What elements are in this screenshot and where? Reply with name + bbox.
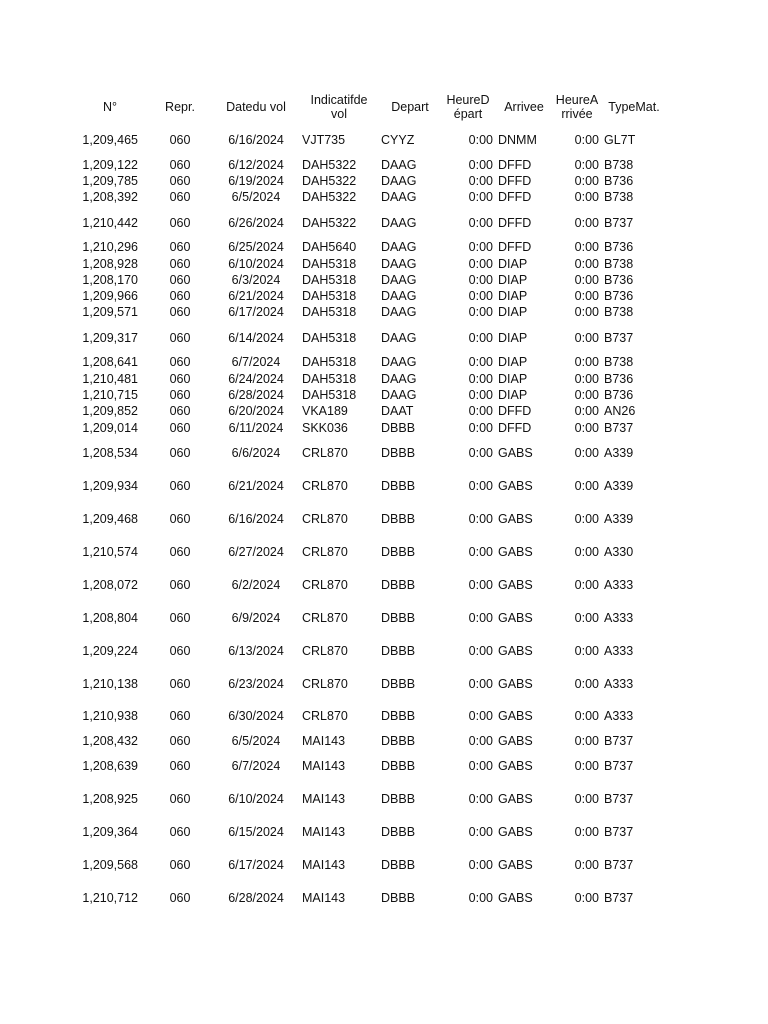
cell-arrivee: DIAP xyxy=(498,257,528,271)
cell-date: 6/11/2024 xyxy=(228,421,284,435)
cell-depart: DBBB xyxy=(381,479,416,493)
cell-num: 1,210,296 xyxy=(82,240,138,254)
cell-arrivee: GABS xyxy=(498,759,533,773)
cell-date: 6/2/2024 xyxy=(231,578,281,592)
cell-callsign: DAH5322 xyxy=(302,190,357,204)
cell-callsign: CRL870 xyxy=(302,677,348,691)
cell-repr: 060 xyxy=(169,240,191,254)
header-type: TypeMat. xyxy=(608,100,660,114)
cell-depart: DBBB xyxy=(381,858,416,872)
header-repr: Repr. xyxy=(165,100,195,114)
cell-arrivee: DIAP xyxy=(498,355,528,369)
cell-dep-time: 0:00 xyxy=(468,388,493,402)
cell-date: 6/28/2024 xyxy=(228,388,284,402)
header-arrivee: Arrivee xyxy=(504,100,544,114)
cell-date: 6/26/2024 xyxy=(228,216,284,230)
cell-repr: 060 xyxy=(169,421,191,435)
cell-arr-time: 0:00 xyxy=(574,512,599,526)
cell-repr: 060 xyxy=(169,611,191,625)
header-dep-time-line1: HeureD xyxy=(446,93,490,107)
cell-dep-time: 0:00 xyxy=(468,512,493,526)
cell-dep-time: 0:00 xyxy=(468,792,493,806)
cell-callsign: CRL870 xyxy=(302,512,348,526)
cell-depart: DBBB xyxy=(381,734,416,748)
cell-dep-time: 0:00 xyxy=(468,404,493,418)
cell-callsign: CRL870 xyxy=(302,644,348,658)
cell-num: 1,209,852 xyxy=(82,404,138,418)
cell-type: B736 xyxy=(604,240,634,254)
cell-callsign: DAH5318 xyxy=(302,273,357,287)
cell-num: 1,208,639 xyxy=(82,759,138,773)
cell-arrivee: DIAP xyxy=(498,273,528,287)
cell-date: 6/13/2024 xyxy=(228,644,284,658)
cell-date: 6/14/2024 xyxy=(228,331,284,345)
cell-dep-time: 0:00 xyxy=(468,545,493,559)
cell-dep-time: 0:00 xyxy=(468,734,493,748)
cell-repr: 060 xyxy=(169,578,191,592)
cell-dep-time: 0:00 xyxy=(468,216,493,230)
cell-arr-time: 0:00 xyxy=(574,388,599,402)
cell-arrivee: DFFD xyxy=(498,216,532,230)
cell-arr-time: 0:00 xyxy=(574,825,599,839)
cell-date: 6/25/2024 xyxy=(228,240,284,254)
cell-arrivee: DFFD xyxy=(498,404,532,418)
cell-arrivee: DFFD xyxy=(498,190,532,204)
cell-type: B738 xyxy=(604,190,634,204)
cell-arr-time: 0:00 xyxy=(574,240,599,254)
cell-arrivee: GABS xyxy=(498,512,533,526)
cell-repr: 060 xyxy=(169,355,191,369)
cell-arr-time: 0:00 xyxy=(574,174,599,188)
cell-date: 6/24/2024 xyxy=(228,372,284,386)
cell-type: B736 xyxy=(604,174,634,188)
cell-arrivee: DIAP xyxy=(498,388,528,402)
cell-arr-time: 0:00 xyxy=(574,331,599,345)
cell-num: 1,208,170 xyxy=(82,273,138,287)
cell-repr: 060 xyxy=(169,404,191,418)
cell-callsign: DAH5318 xyxy=(302,257,357,271)
cell-date: 6/19/2024 xyxy=(228,174,284,188)
cell-arrivee: GABS xyxy=(498,709,533,723)
cell-date: 6/5/2024 xyxy=(231,734,281,748)
cell-callsign: CRL870 xyxy=(302,611,348,625)
cell-arr-time: 0:00 xyxy=(574,709,599,723)
cell-date: 6/7/2024 xyxy=(231,355,281,369)
cell-depart: DAAG xyxy=(381,240,417,254)
cell-repr: 060 xyxy=(169,545,191,559)
cell-arr-time: 0:00 xyxy=(574,305,599,319)
cell-date: 6/28/2024 xyxy=(228,891,284,905)
cell-type: A339 xyxy=(604,446,634,460)
cell-dep-time: 0:00 xyxy=(468,190,493,204)
header-callsign-line1: Indicatifde xyxy=(310,93,368,107)
cell-dep-time: 0:00 xyxy=(468,257,493,271)
cell-callsign: MAI143 xyxy=(302,734,346,748)
cell-callsign: DAH5322 xyxy=(302,158,357,172)
cell-arr-time: 0:00 xyxy=(574,190,599,204)
cell-type: B736 xyxy=(604,388,634,402)
cell-depart: CYYZ xyxy=(381,133,415,147)
cell-type: B737 xyxy=(604,331,634,345)
cell-repr: 060 xyxy=(169,331,191,345)
cell-dep-time: 0:00 xyxy=(468,825,493,839)
cell-type: B736 xyxy=(604,372,634,386)
cell-callsign: DAH5318 xyxy=(302,388,357,402)
cell-depart: DAAG xyxy=(381,216,417,230)
cell-arrivee: GABS xyxy=(498,858,533,872)
cell-date: 6/16/2024 xyxy=(228,133,284,147)
cell-type: B738 xyxy=(604,305,634,319)
cell-num: 1,210,574 xyxy=(82,545,138,559)
cell-arr-time: 0:00 xyxy=(574,891,599,905)
cell-date: 6/9/2024 xyxy=(231,611,281,625)
cell-arrivee: GABS xyxy=(498,825,533,839)
cell-num: 1,209,014 xyxy=(82,421,138,435)
cell-depart: DBBB xyxy=(381,792,416,806)
cell-num: 1,208,432 xyxy=(82,734,138,748)
cell-arr-time: 0:00 xyxy=(574,734,599,748)
cell-type: B737 xyxy=(604,421,634,435)
cell-repr: 060 xyxy=(169,133,191,147)
cell-num: 1,209,122 xyxy=(82,158,138,172)
cell-arrivee: GABS xyxy=(498,891,533,905)
header-arr-time-line1: HeureA xyxy=(555,93,599,107)
cell-type: B736 xyxy=(604,289,634,303)
cell-date: 6/15/2024 xyxy=(228,825,284,839)
cell-dep-time: 0:00 xyxy=(468,578,493,592)
cell-arr-time: 0:00 xyxy=(574,545,599,559)
cell-dep-time: 0:00 xyxy=(468,372,493,386)
cell-num: 1,210,442 xyxy=(82,216,138,230)
cell-arr-time: 0:00 xyxy=(574,289,599,303)
cell-callsign: SKK036 xyxy=(302,421,348,435)
cell-arr-time: 0:00 xyxy=(574,421,599,435)
cell-dep-time: 0:00 xyxy=(468,355,493,369)
cell-depart: DAAG xyxy=(381,289,417,303)
cell-depart: DAAG xyxy=(381,388,417,402)
cell-arrivee: GABS xyxy=(498,545,533,559)
cell-callsign: MAI143 xyxy=(302,825,346,839)
header-arr-time xyxy=(549,93,605,121)
cell-repr: 060 xyxy=(169,190,191,204)
header-depart: Depart xyxy=(391,100,429,114)
cell-date: 6/30/2024 xyxy=(228,709,284,723)
cell-num: 1,208,072 xyxy=(82,578,138,592)
cell-arrivee: GABS xyxy=(498,446,533,460)
cell-repr: 060 xyxy=(169,858,191,872)
cell-num: 1,209,468 xyxy=(82,512,138,526)
cell-arr-time: 0:00 xyxy=(574,133,599,147)
cell-arr-time: 0:00 xyxy=(574,578,599,592)
cell-arr-time: 0:00 xyxy=(574,858,599,872)
cell-num: 1,208,534 xyxy=(82,446,138,460)
cell-depart: DAAG xyxy=(381,190,417,204)
cell-type: B737 xyxy=(604,759,634,773)
cell-repr: 060 xyxy=(169,446,191,460)
cell-arrivee: DIAP xyxy=(498,289,528,303)
cell-arr-time: 0:00 xyxy=(574,644,599,658)
cell-num: 1,209,785 xyxy=(82,174,138,188)
cell-num: 1,208,925 xyxy=(82,792,138,806)
cell-date: 6/7/2024 xyxy=(231,759,281,773)
cell-dep-time: 0:00 xyxy=(468,273,493,287)
cell-depart: DAAG xyxy=(381,174,417,188)
cell-repr: 060 xyxy=(169,759,191,773)
cell-repr: 060 xyxy=(169,174,191,188)
cell-dep-time: 0:00 xyxy=(468,421,493,435)
cell-arr-time: 0:00 xyxy=(574,677,599,691)
cell-num: 1,208,392 xyxy=(82,190,138,204)
cell-num: 1,208,641 xyxy=(82,355,138,369)
cell-arr-time: 0:00 xyxy=(574,404,599,418)
cell-depart: DAAG xyxy=(381,305,417,319)
cell-callsign: DAH5322 xyxy=(302,216,357,230)
cell-callsign: DAH5318 xyxy=(302,289,357,303)
cell-depart: DBBB xyxy=(381,421,416,435)
cell-callsign: DAH5318 xyxy=(302,372,357,386)
cell-type: B737 xyxy=(604,891,634,905)
cell-repr: 060 xyxy=(169,891,191,905)
cell-depart: DAAG xyxy=(381,158,417,172)
cell-date: 6/17/2024 xyxy=(228,305,284,319)
cell-num: 1,210,481 xyxy=(82,372,138,386)
cell-repr: 060 xyxy=(169,273,191,287)
cell-type: A339 xyxy=(604,479,634,493)
cell-arrivee: DFFD xyxy=(498,421,532,435)
cell-arrivee: GABS xyxy=(498,792,533,806)
cell-type: B738 xyxy=(604,355,634,369)
cell-repr: 060 xyxy=(169,825,191,839)
cell-repr: 060 xyxy=(169,216,191,230)
cell-depart: DBBB xyxy=(381,891,416,905)
cell-date: 6/3/2024 xyxy=(231,273,281,287)
cell-depart: DAAG xyxy=(381,273,417,287)
cell-date: 6/12/2024 xyxy=(228,158,284,172)
cell-repr: 060 xyxy=(169,372,191,386)
cell-arr-time: 0:00 xyxy=(574,355,599,369)
cell-callsign: DAH5318 xyxy=(302,331,357,345)
cell-callsign: VJT735 xyxy=(302,133,346,147)
cell-depart: DBBB xyxy=(381,644,416,658)
cell-dep-time: 0:00 xyxy=(468,174,493,188)
cell-depart: DAAG xyxy=(381,331,417,345)
cell-arrivee: DFFD xyxy=(498,158,532,172)
cell-date: 6/27/2024 xyxy=(228,545,284,559)
cell-type: A333 xyxy=(604,677,634,691)
cell-type: B737 xyxy=(604,734,634,748)
cell-callsign: MAI143 xyxy=(302,858,346,872)
cell-date: 6/17/2024 xyxy=(228,858,284,872)
cell-arrivee: GABS xyxy=(498,578,533,592)
cell-repr: 060 xyxy=(169,792,191,806)
cell-num: 1,210,938 xyxy=(82,709,138,723)
cell-repr: 060 xyxy=(169,388,191,402)
header-date: Datedu vol xyxy=(226,100,286,114)
cell-dep-time: 0:00 xyxy=(468,305,493,319)
cell-dep-time: 0:00 xyxy=(468,446,493,460)
cell-callsign: CRL870 xyxy=(302,578,348,592)
header-dep-time-line2: épart xyxy=(453,107,483,121)
cell-dep-time: 0:00 xyxy=(468,611,493,625)
cell-date: 6/10/2024 xyxy=(228,792,284,806)
cell-type: A333 xyxy=(604,709,634,723)
cell-dep-time: 0:00 xyxy=(468,644,493,658)
header-dep-time xyxy=(440,93,496,121)
cell-arr-time: 0:00 xyxy=(574,158,599,172)
cell-arr-time: 0:00 xyxy=(574,216,599,230)
cell-repr: 060 xyxy=(169,158,191,172)
cell-num: 1,209,571 xyxy=(82,305,138,319)
cell-arr-time: 0:00 xyxy=(574,273,599,287)
cell-arrivee: DFFD xyxy=(498,240,532,254)
cell-repr: 060 xyxy=(169,709,191,723)
cell-dep-time: 0:00 xyxy=(468,133,493,147)
cell-dep-time: 0:00 xyxy=(468,479,493,493)
cell-date: 6/16/2024 xyxy=(228,512,284,526)
cell-num: 1,208,804 xyxy=(82,611,138,625)
cell-type: AN26 xyxy=(604,404,636,418)
cell-type: A330 xyxy=(604,545,634,559)
cell-depart: DBBB xyxy=(381,446,416,460)
cell-callsign: MAI143 xyxy=(302,759,346,773)
cell-type: B737 xyxy=(604,216,634,230)
cell-type: A333 xyxy=(604,611,634,625)
cell-arrivee: GABS xyxy=(498,734,533,748)
cell-dep-time: 0:00 xyxy=(468,709,493,723)
cell-arr-time: 0:00 xyxy=(574,372,599,386)
header-num: N° xyxy=(102,100,118,114)
cell-arr-time: 0:00 xyxy=(574,611,599,625)
cell-num: 1,209,966 xyxy=(82,289,138,303)
cell-arr-time: 0:00 xyxy=(574,446,599,460)
cell-date: 6/23/2024 xyxy=(228,677,284,691)
cell-callsign: CRL870 xyxy=(302,479,348,493)
cell-date: 6/20/2024 xyxy=(228,404,284,418)
cell-arr-time: 0:00 xyxy=(574,479,599,493)
cell-type: GL7T xyxy=(604,133,636,147)
cell-date: 6/6/2024 xyxy=(231,446,281,460)
cell-arrivee: DNMM xyxy=(498,133,537,147)
cell-callsign: DAH5318 xyxy=(302,305,357,319)
cell-repr: 060 xyxy=(169,305,191,319)
header-callsign-line2: vol xyxy=(331,107,347,121)
cell-num: 1,209,465 xyxy=(82,133,138,147)
cell-arrivee: DIAP xyxy=(498,305,528,319)
cell-num: 1,208,928 xyxy=(82,257,138,271)
cell-num: 1,209,364 xyxy=(82,825,138,839)
cell-callsign: MAI143 xyxy=(302,792,346,806)
cell-repr: 060 xyxy=(169,512,191,526)
cell-type: B736 xyxy=(604,273,634,287)
cell-depart: DBBB xyxy=(381,677,416,691)
cell-type: A339 xyxy=(604,512,634,526)
cell-dep-time: 0:00 xyxy=(468,858,493,872)
cell-num: 1,209,224 xyxy=(82,644,138,658)
cell-repr: 060 xyxy=(169,734,191,748)
cell-arrivee: DIAP xyxy=(498,331,528,345)
cell-dep-time: 0:00 xyxy=(468,289,493,303)
cell-arrivee: DIAP xyxy=(498,372,528,386)
cell-num: 1,209,934 xyxy=(82,479,138,493)
cell-depart: DBBB xyxy=(381,578,416,592)
cell-type: B737 xyxy=(604,858,634,872)
cell-arrivee: GABS xyxy=(498,677,533,691)
cell-depart: DBBB xyxy=(381,825,416,839)
cell-callsign: CRL870 xyxy=(302,545,348,559)
cell-dep-time: 0:00 xyxy=(468,891,493,905)
cell-num: 1,210,138 xyxy=(82,677,138,691)
cell-depart: DBBB xyxy=(381,709,416,723)
cell-type: B738 xyxy=(604,158,634,172)
cell-type: A333 xyxy=(604,578,634,592)
cell-depart: DBBB xyxy=(381,512,416,526)
cell-callsign: VKA189 xyxy=(302,404,348,418)
cell-callsign: DAH5640 xyxy=(302,240,357,254)
cell-arrivee: GABS xyxy=(498,611,533,625)
cell-repr: 060 xyxy=(169,257,191,271)
cell-callsign: MAI143 xyxy=(302,891,346,905)
cell-depart: DAAG xyxy=(381,355,417,369)
cell-dep-time: 0:00 xyxy=(468,240,493,254)
cell-dep-time: 0:00 xyxy=(468,759,493,773)
cell-num: 1,210,712 xyxy=(82,891,138,905)
cell-dep-time: 0:00 xyxy=(468,677,493,691)
cell-num: 1,209,568 xyxy=(82,858,138,872)
cell-type: A333 xyxy=(604,644,634,658)
cell-dep-time: 0:00 xyxy=(468,158,493,172)
cell-callsign: DAH5318 xyxy=(302,355,357,369)
header-arr-time-line2: rrivée xyxy=(561,107,593,121)
cell-arrivee: GABS xyxy=(498,479,533,493)
cell-depart: DBBB xyxy=(381,611,416,625)
cell-depart: DBBB xyxy=(381,759,416,773)
cell-callsign: CRL870 xyxy=(302,709,348,723)
cell-dep-time: 0:00 xyxy=(468,331,493,345)
cell-arr-time: 0:00 xyxy=(574,257,599,271)
cell-num: 1,210,715 xyxy=(82,388,138,402)
cell-depart: DBBB xyxy=(381,545,416,559)
cell-depart: DAAG xyxy=(381,372,417,386)
cell-date: 6/21/2024 xyxy=(228,289,284,303)
cell-repr: 060 xyxy=(169,677,191,691)
cell-repr: 060 xyxy=(169,644,191,658)
cell-arr-time: 0:00 xyxy=(574,792,599,806)
cell-type: B738 xyxy=(604,257,634,271)
cell-depart: DAAT xyxy=(381,404,414,418)
cell-callsign: DAH5322 xyxy=(302,174,357,188)
cell-repr: 060 xyxy=(169,289,191,303)
cell-num: 1,209,317 xyxy=(82,331,138,345)
cell-date: 6/21/2024 xyxy=(228,479,284,493)
cell-arr-time: 0:00 xyxy=(574,759,599,773)
cell-type: B737 xyxy=(604,792,634,806)
header-callsign xyxy=(303,93,375,121)
cell-type: B737 xyxy=(604,825,634,839)
cell-callsign: CRL870 xyxy=(302,446,348,460)
cell-date: 6/5/2024 xyxy=(231,190,281,204)
cell-depart: DAAG xyxy=(381,257,417,271)
cell-arrivee: DFFD xyxy=(498,174,532,188)
cell-date: 6/10/2024 xyxy=(228,257,284,271)
cell-arrivee: GABS xyxy=(498,644,533,658)
cell-repr: 060 xyxy=(169,479,191,493)
